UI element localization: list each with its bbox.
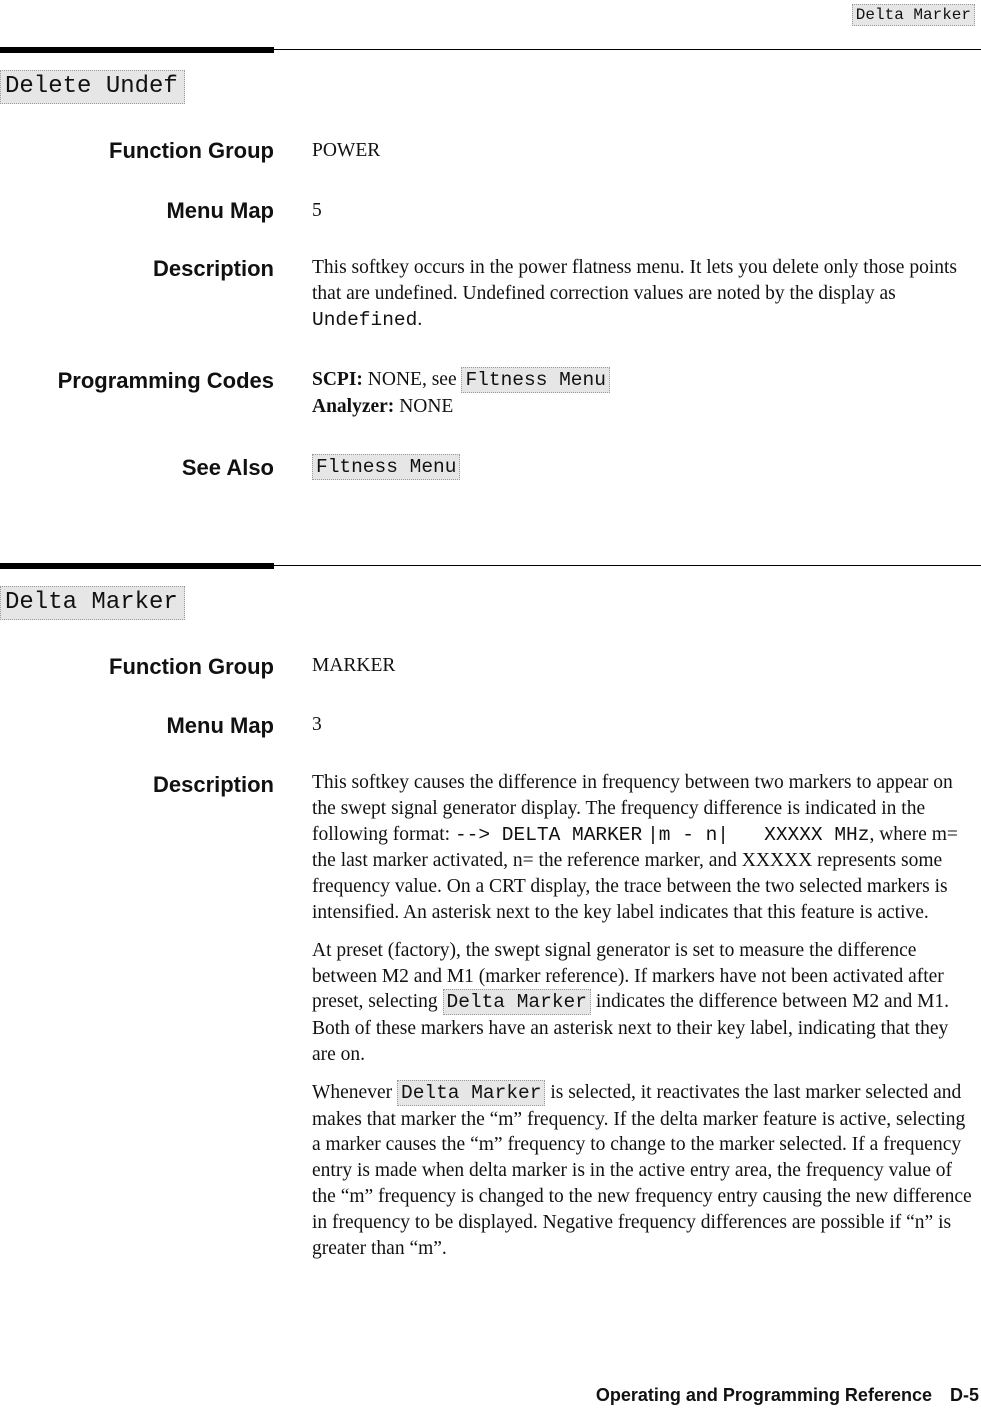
description-end: . — [417, 308, 423, 330]
function-group-value: MARKER — [312, 655, 396, 676]
description-label: Description — [152, 256, 274, 281]
para3-text-b: is selected, it reactivates the last marker selected and makes that marker the “m” frequency. If the delta marker feature is active, selecting a marker causes the “m” frequency to change to the marker selected. If a frequency entry is made when delta marker is in the active entry area, the frequency value of the “m” frequency is changed to the new frequency entry causing the new difference in frequency to be displayed. Negative frequency differences are possible if “n” is greater than “m”. — [312, 1081, 972, 1259]
delta-marker-key: Delta Marker — [443, 989, 591, 1015]
description-paragraph-3 — [312, 1080, 976, 1262]
fltness-menu-key: Fltness Menu — [461, 367, 609, 393]
delta-marker-format-code-2: |m - n| XXXXX MHz — [647, 823, 870, 846]
function-group-value: POWER — [312, 140, 381, 161]
page-footer — [578, 1385, 979, 1415]
description-paragraph-2 — [312, 938, 976, 1068]
see-also-label: See Also — [181, 455, 274, 480]
scpi-line — [312, 367, 976, 394]
section-rule-thick — [0, 563, 274, 569]
footer-title: Operating and Programming Reference — [595, 1385, 932, 1405]
menu-map-label: Menu Map — [166, 198, 274, 223]
description-label: Description — [152, 772, 274, 797]
description-body: This softkey occurs in the power flatness menu. It lets you delete only those points that are undefined. Undefined correction values are noted by the display as — [312, 257, 957, 304]
para2-text-a: At preset (factory), the swept signal generator is set to measure the difference between M2 and M1 (marker reference). If markers have not been activated after preset, selecting — [312, 939, 944, 1013]
para1-text-a: This softkey causes the difference in frequency between two markers to appear on the swept signal generator display. The frequency difference is indicated in the following format: — [312, 772, 953, 845]
running-head: Delta Marker — [852, 4, 975, 26]
analyzer-line — [312, 394, 976, 420]
see-also-fltness-menu-key: Fltness Menu — [312, 454, 460, 480]
section-title-delete-undef: Delete Undef — [0, 70, 185, 104]
section-rule — [0, 49, 981, 50]
para2-text-b: indicates the difference between M2 and M1. Both of these markers have an asterisk next to their key label, indicating that they are on. — [312, 991, 950, 1065]
delta-marker-format-code: --> DELTA MARKER — [454, 823, 643, 846]
undefined-code: Undefined — [312, 308, 418, 331]
see-also-value — [312, 454, 976, 481]
scpi-label: SCPI: — [312, 369, 363, 390]
section-rule-thick — [0, 47, 274, 53]
delta-marker-description — [312, 770, 976, 1273]
page-number: D-5 — [949, 1385, 979, 1405]
menu-map-value: 5 — [312, 200, 322, 221]
function-group-label: Function Group — [109, 654, 274, 679]
programming-codes-value — [312, 367, 976, 420]
function-group-label: Function Group — [109, 138, 274, 163]
analyzer-label: Analyzer: — [312, 395, 395, 417]
programming-codes-label: Programming Codes — [57, 368, 274, 393]
section-title-delta-marker: Delta Marker — [0, 586, 185, 620]
description-paragraph-1 — [312, 770, 976, 926]
section-rule — [0, 565, 981, 566]
menu-map-value: 3 — [312, 714, 322, 735]
description-text — [312, 255, 976, 333]
para3-text-a: Whenever — [312, 1081, 393, 1103]
menu-map-label: Menu Map — [166, 713, 274, 738]
analyzer-text: NONE — [399, 395, 454, 417]
delta-marker-key: Delta Marker — [397, 1080, 545, 1106]
scpi-text: NONE, see — [367, 369, 457, 390]
para1-text-b: , where m= the last marker activated, n= the reference marker, and XXXXX represents some frequency value. On a CRT display, the trace between the two selected markers is intensified. An asterisk next to the key label indicates that this feature is active. — [312, 823, 958, 923]
